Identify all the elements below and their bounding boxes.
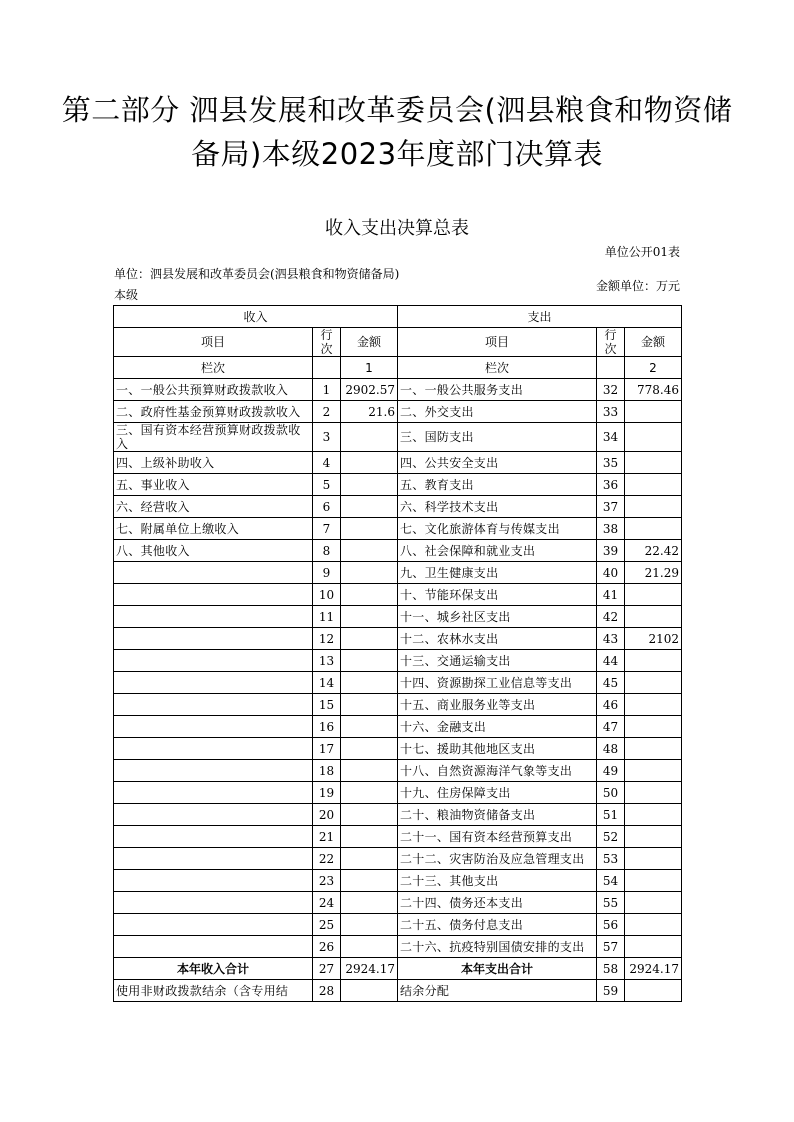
expense-item: 十六、金融支出 [398, 716, 597, 738]
expense-item: 六、科学技术支出 [398, 496, 597, 518]
expense-line-no: 46 [597, 694, 625, 716]
expense-item: 一、一般公共服务支出 [398, 379, 597, 401]
income-item [114, 584, 313, 606]
income-amount [341, 980, 398, 1002]
expense-line-no: 34 [597, 423, 625, 452]
expense-total-amount: 2924.17 [625, 958, 682, 980]
income-amount [341, 628, 398, 650]
expense-item: 五、教育支出 [398, 474, 597, 496]
table-row [114, 738, 682, 760]
income-line-no: 17 [313, 738, 341, 760]
table-row [114, 496, 682, 518]
income-amount [341, 423, 398, 452]
income-item [114, 672, 313, 694]
income-amount [341, 782, 398, 804]
expense-amount [625, 782, 682, 804]
expense-amount: 2102 [625, 628, 682, 650]
expense-amount [625, 914, 682, 936]
table-row [114, 672, 682, 694]
expense-line-no: 45 [597, 672, 625, 694]
table-row [114, 980, 682, 1002]
income-total-line: 27 [313, 958, 341, 980]
income-lanci-label: 栏次 [114, 357, 313, 379]
expense-line-no: 42 [597, 606, 625, 628]
total-row [114, 958, 682, 980]
table-row [114, 892, 682, 914]
expense-total-label: 本年支出合计 [398, 958, 597, 980]
table-row [114, 606, 682, 628]
income-col-number: 1 [341, 357, 398, 379]
income-line-no: 9 [313, 562, 341, 584]
income-amount [341, 452, 398, 474]
table-row [114, 452, 682, 474]
income-total-label: 本年收入合计 [114, 958, 313, 980]
income-amount [341, 738, 398, 760]
expense-amount [625, 892, 682, 914]
income-amount [341, 848, 398, 870]
income-item: 六、经营收入 [114, 496, 313, 518]
expense-amount [625, 738, 682, 760]
income-line-header: 行次 [313, 328, 341, 357]
table-row [114, 584, 682, 606]
expense-lanci-line [597, 357, 625, 379]
expense-amount [625, 496, 682, 518]
income-amount [341, 540, 398, 562]
income-total-amount: 2924.17 [341, 958, 398, 980]
table-row [114, 562, 682, 584]
expense-line-no: 47 [597, 716, 625, 738]
income-line-no: 21 [313, 826, 341, 848]
expense-line-header: 行次 [597, 328, 625, 357]
expense-header: 支出 [398, 306, 682, 328]
income-line-no: 4 [313, 452, 341, 474]
expense-item: 二、外交支出 [398, 401, 597, 423]
expense-item-header: 项目 [398, 328, 597, 357]
expense-line-no: 43 [597, 628, 625, 650]
expense-item: 八、社会保障和就业支出 [398, 540, 597, 562]
expense-lanci-label: 栏次 [398, 357, 597, 379]
expense-line-no: 51 [597, 804, 625, 826]
table-row [114, 804, 682, 826]
expense-amount [625, 423, 682, 452]
income-amount [341, 694, 398, 716]
expense-amount [625, 452, 682, 474]
income-line-no: 8 [313, 540, 341, 562]
income-line-no: 11 [313, 606, 341, 628]
income-item [114, 694, 313, 716]
expense-amount [625, 848, 682, 870]
income-line-no: 25 [313, 914, 341, 936]
income-item [114, 914, 313, 936]
table-row [114, 423, 682, 452]
income-amount: 2902.57 [341, 379, 398, 401]
expense-amount [625, 518, 682, 540]
expense-amount [625, 760, 682, 782]
income-item [114, 562, 313, 584]
expense-line-no: 53 [597, 848, 625, 870]
expense-amount [625, 826, 682, 848]
income-item: 三、国有资本经营预算财政拨款收入 [114, 423, 313, 452]
table-row [114, 716, 682, 738]
expense-item: 四、公共安全支出 [398, 452, 597, 474]
expense-line-no: 56 [597, 914, 625, 936]
income-header: 收入 [114, 306, 398, 328]
expense-item: 三、国防支出 [398, 423, 597, 452]
expense-line-no: 57 [597, 936, 625, 958]
expense-amount [625, 694, 682, 716]
expense-item: 十五、商业服务业等支出 [398, 694, 597, 716]
table-row [114, 650, 682, 672]
income-item [114, 606, 313, 628]
income-item [114, 716, 313, 738]
income-item [114, 650, 313, 672]
expense-amount [625, 936, 682, 958]
income-item: 五、事业收入 [114, 474, 313, 496]
expense-line-no: 32 [597, 379, 625, 401]
income-item [114, 936, 313, 958]
income-item: 使用非财政拨款结余（含专用结 [114, 980, 313, 1002]
income-amount [341, 716, 398, 738]
expense-line-no: 54 [597, 870, 625, 892]
income-line-no: 10 [313, 584, 341, 606]
expense-amount: 22.42 [625, 540, 682, 562]
income-line-no: 24 [313, 892, 341, 914]
expense-item: 十三、交通运输支出 [398, 650, 597, 672]
table-row [114, 870, 682, 892]
income-item-header: 项目 [114, 328, 313, 357]
expense-amount [625, 804, 682, 826]
expense-item: 十八、自然资源海洋气象等支出 [398, 760, 597, 782]
section-header-row [114, 306, 682, 328]
expense-item: 二十、粮油物资储备支出 [398, 804, 597, 826]
income-amount [341, 584, 398, 606]
table-row [114, 936, 682, 958]
expense-total-line: 58 [597, 958, 625, 980]
income-line-no: 1 [313, 379, 341, 401]
income-amount [341, 760, 398, 782]
expense-line-no: 41 [597, 584, 625, 606]
income-expense-table [113, 305, 682, 1002]
income-line-no: 18 [313, 760, 341, 782]
income-line-no: 26 [313, 936, 341, 958]
table-row [114, 782, 682, 804]
income-item [114, 782, 313, 804]
expense-amount [625, 870, 682, 892]
expense-item: 二十六、抗疫特别国债安排的支出 [398, 936, 597, 958]
income-amount [341, 650, 398, 672]
expense-item: 二十三、其他支出 [398, 870, 597, 892]
income-line-no: 15 [313, 694, 341, 716]
expense-line-no: 33 [597, 401, 625, 423]
income-line-no: 13 [313, 650, 341, 672]
income-line-no: 2 [313, 401, 341, 423]
expense-item: 十二、农林水支出 [398, 628, 597, 650]
table-row [114, 379, 682, 401]
income-item: 二、政府性基金预算财政拨款收入 [114, 401, 313, 423]
expense-line-no: 55 [597, 892, 625, 914]
income-item [114, 848, 313, 870]
table-row [114, 760, 682, 782]
income-item [114, 892, 313, 914]
expense-item: 十七、援助其他地区支出 [398, 738, 597, 760]
income-item: 八、其他收入 [114, 540, 313, 562]
expense-amount-header: 金额 [625, 328, 682, 357]
income-amount [341, 672, 398, 694]
income-item [114, 628, 313, 650]
expense-amount [625, 672, 682, 694]
table-row [114, 826, 682, 848]
income-amount [341, 826, 398, 848]
income-amount [341, 936, 398, 958]
income-item [114, 738, 313, 760]
expense-line-no: 36 [597, 474, 625, 496]
table-row [114, 518, 682, 540]
unit-label: 单位：泗县发展和改革委员会(泗县粮食和物资储备局)本级 [114, 267, 400, 302]
income-line-no: 22 [313, 848, 341, 870]
expense-line-no: 50 [597, 782, 625, 804]
income-amount [341, 496, 398, 518]
income-amount [341, 870, 398, 892]
form-code: 单位公开01表 [604, 245, 680, 259]
page-title: 第二部分 泗县发展和改革委员会(泗县粮食和物资储备局)本级2023年度部门决算表 [61, 93, 733, 171]
expense-line-no: 48 [597, 738, 625, 760]
income-amount [341, 914, 398, 936]
expense-line-no: 40 [597, 562, 625, 584]
expense-col-number: 2 [625, 357, 682, 379]
income-amount [341, 518, 398, 540]
income-line-no: 7 [313, 518, 341, 540]
expense-item: 九、卫生健康支出 [398, 562, 597, 584]
expense-line-no: 35 [597, 452, 625, 474]
income-line-no: 6 [313, 496, 341, 518]
income-line-no: 5 [313, 474, 341, 496]
income-line-no: 3 [313, 423, 341, 452]
expense-item: 二十一、国有资本经营预算支出 [398, 826, 597, 848]
expense-amount: 778.46 [625, 379, 682, 401]
expense-amount [625, 606, 682, 628]
income-amount [341, 892, 398, 914]
table-row [114, 628, 682, 650]
income-amount [341, 562, 398, 584]
income-amount [341, 804, 398, 826]
expense-item: 二十五、债务付息支出 [398, 914, 597, 936]
income-item [114, 870, 313, 892]
expense-item: 结余分配 [398, 980, 597, 1002]
income-amount [341, 606, 398, 628]
table-title: 收入支出决算总表 [325, 218, 469, 239]
income-line-no: 28 [313, 980, 341, 1002]
expense-amount [625, 650, 682, 672]
table-row [114, 540, 682, 562]
expense-item: 二十四、债务还本支出 [398, 892, 597, 914]
income-line-no: 14 [313, 672, 341, 694]
expense-line-no: 37 [597, 496, 625, 518]
table-row [114, 401, 682, 423]
expense-line-no: 39 [597, 540, 625, 562]
income-item: 四、上级补助收入 [114, 452, 313, 474]
expense-amount [625, 401, 682, 423]
column-header-row [114, 328, 682, 357]
table-row [114, 914, 682, 936]
income-item [114, 826, 313, 848]
expense-item: 十九、住房保障支出 [398, 782, 597, 804]
income-lanci-line [313, 357, 341, 379]
expense-item: 十、节能环保支出 [398, 584, 597, 606]
table-row [114, 848, 682, 870]
income-line-no: 19 [313, 782, 341, 804]
income-item: 七、附属单位上缴收入 [114, 518, 313, 540]
expense-line-no: 52 [597, 826, 625, 848]
income-line-no: 12 [313, 628, 341, 650]
expense-amount [625, 584, 682, 606]
table-row [114, 694, 682, 716]
income-line-no: 23 [313, 870, 341, 892]
income-item [114, 760, 313, 782]
income-line-no: 16 [313, 716, 341, 738]
expense-amount [625, 980, 682, 1002]
income-line-no: 20 [313, 804, 341, 826]
income-amount [341, 474, 398, 496]
expense-item: 七、文化旅游体育与传媒支出 [398, 518, 597, 540]
expense-amount [625, 474, 682, 496]
expense-line-no: 49 [597, 760, 625, 782]
expense-item: 十四、资源勘探工业信息等支出 [398, 672, 597, 694]
amount-unit: 金额单位：万元 [595, 279, 680, 293]
lanci-row [114, 357, 682, 379]
income-item: 一、一般公共预算财政拨款收入 [114, 379, 313, 401]
expense-amount [625, 716, 682, 738]
table-row [114, 474, 682, 496]
expense-item: 十一、城乡社区支出 [398, 606, 597, 628]
income-amount: 21.6 [341, 401, 398, 423]
expense-line-no: 38 [597, 518, 625, 540]
expense-item: 二十二、灾害防治及应急管理支出 [398, 848, 597, 870]
income-item [114, 804, 313, 826]
expense-amount: 21.29 [625, 562, 682, 584]
expense-line-no: 59 [597, 980, 625, 1002]
expense-line-no: 44 [597, 650, 625, 672]
income-amount-header: 金额 [341, 328, 398, 357]
